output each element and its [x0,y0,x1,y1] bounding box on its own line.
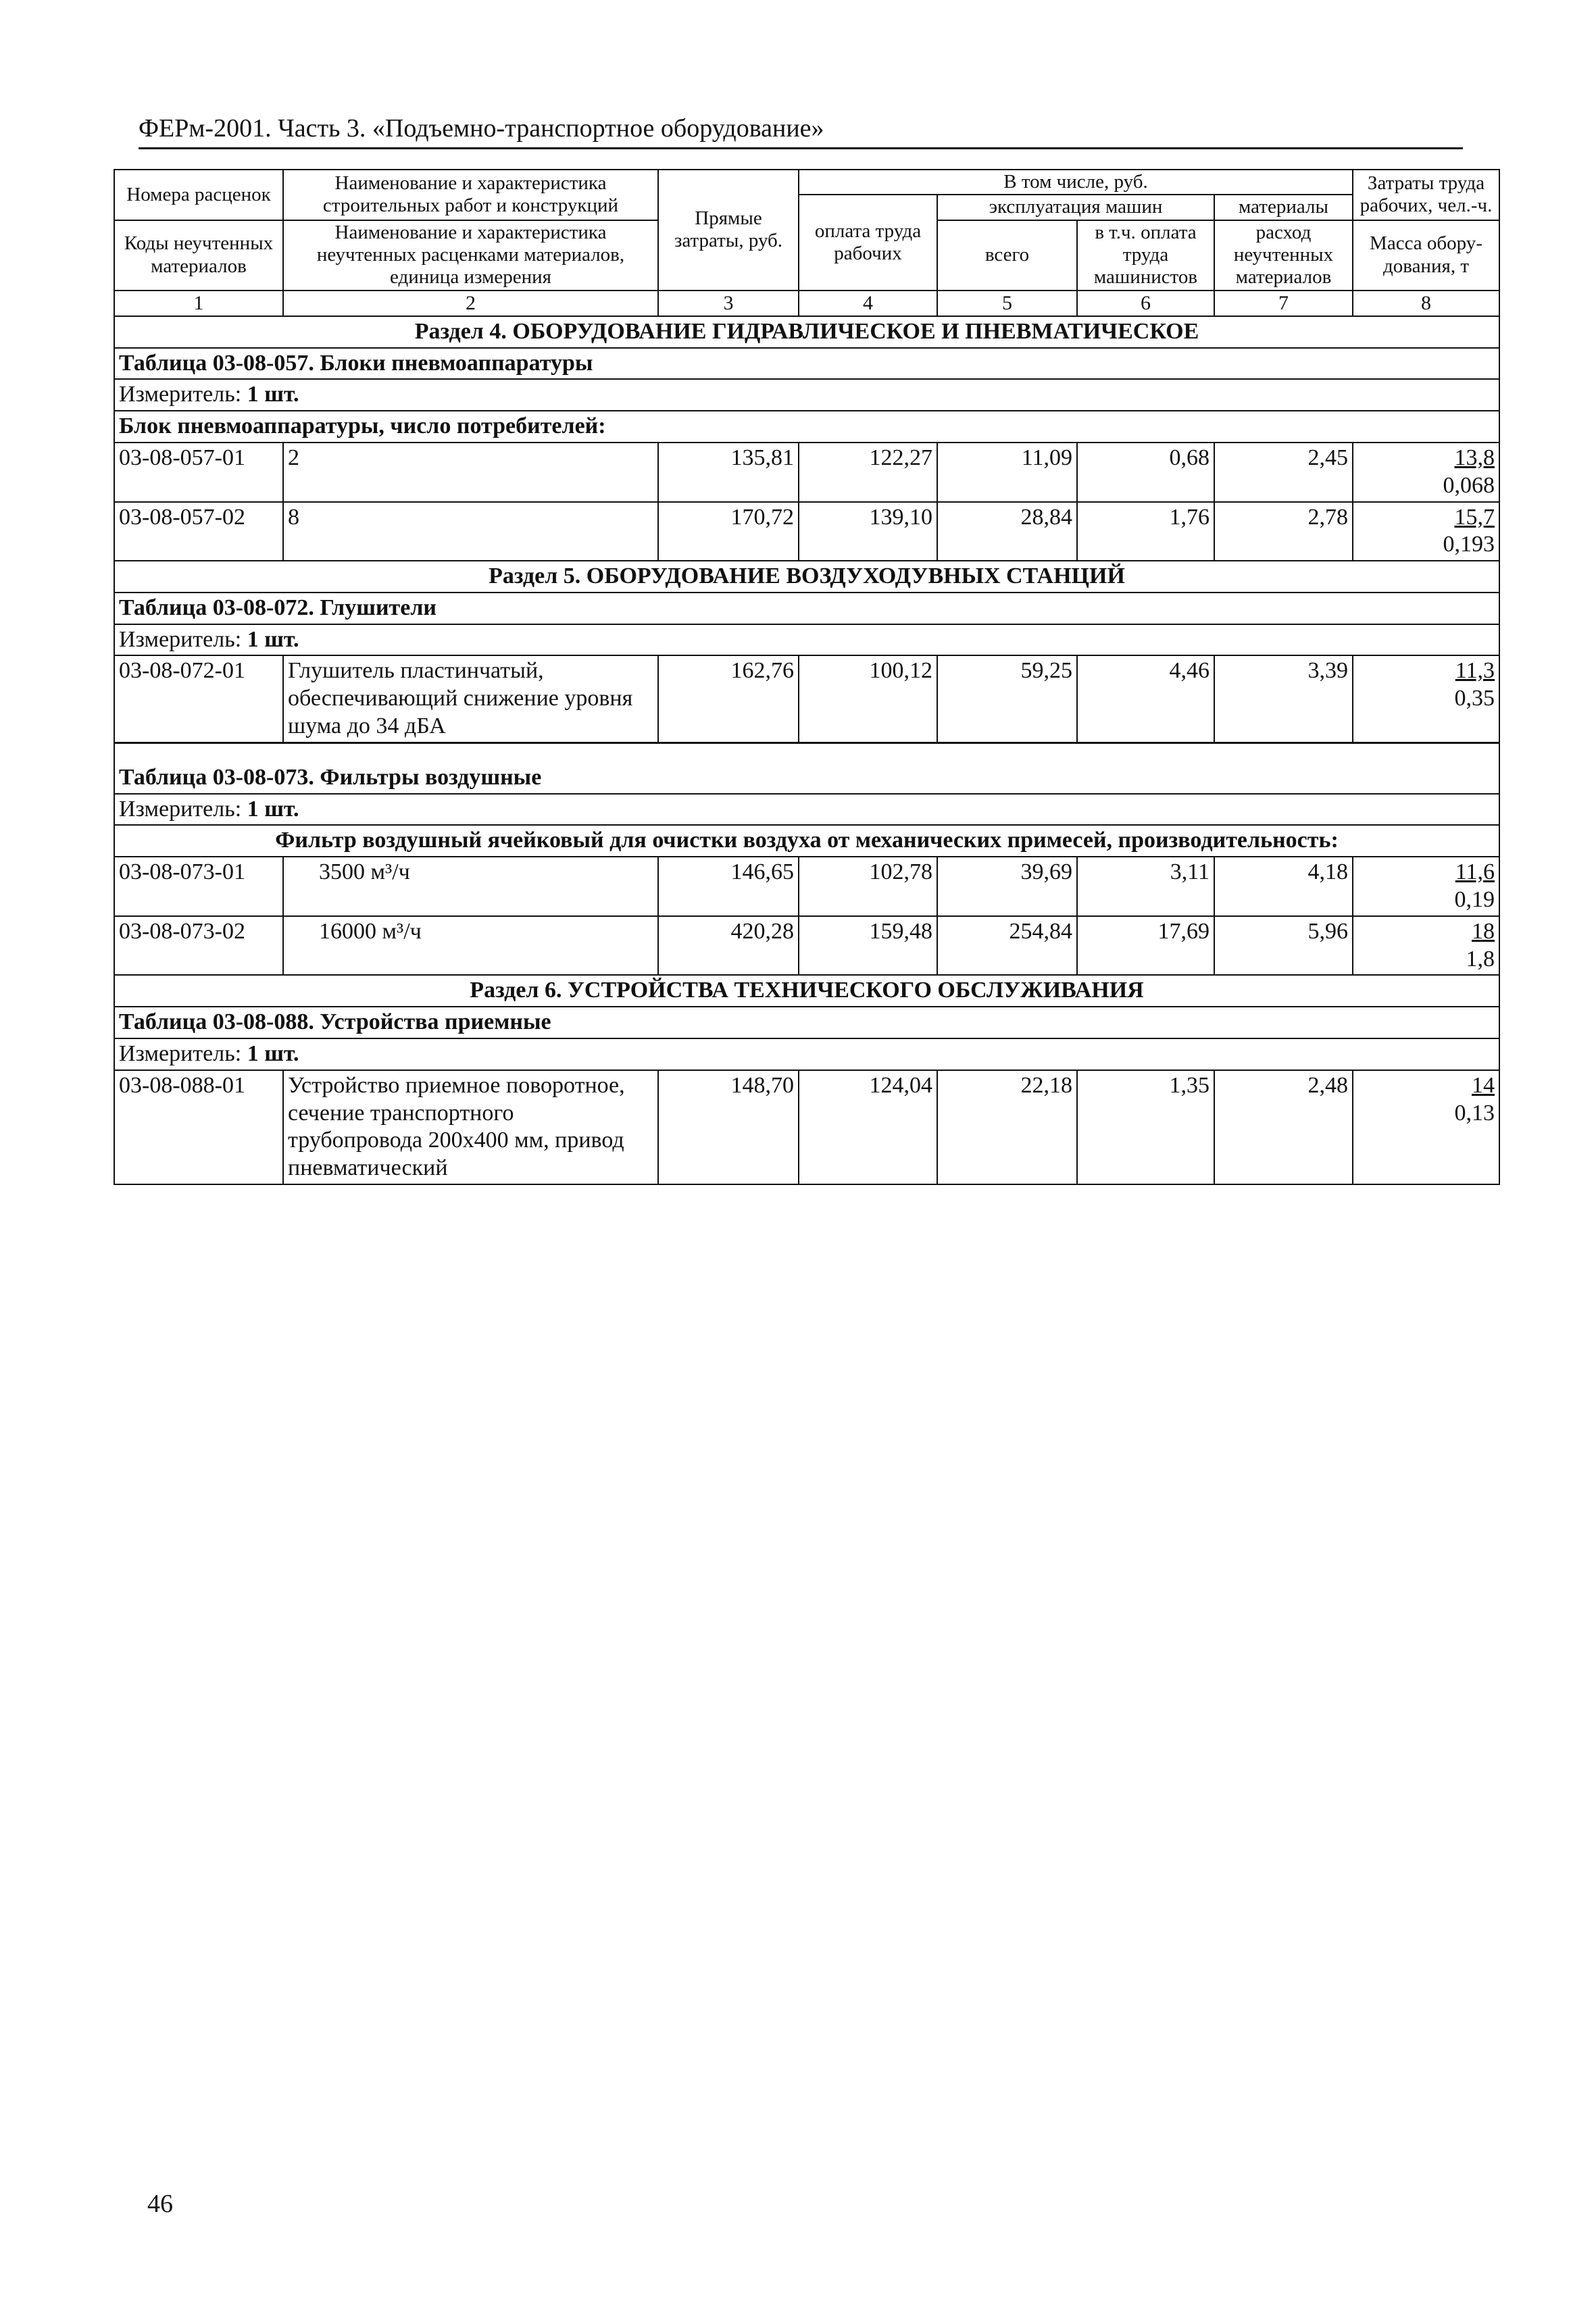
column-number: 1 [114,291,283,316]
labor-costs: 15,7 [1454,504,1495,530]
rate-code: 03-08-073-01 [114,857,283,916]
equipment-mass: 0,35 [1454,686,1495,711]
labor-and-mass [1353,1070,1499,1184]
materials: 2,45 [1214,443,1353,502]
labor-costs: 14 [1472,1072,1495,1098]
measure-unit-row [114,379,1499,411]
col-header-direct-costs: Прямые затраты, руб. [658,170,799,291]
section-title-6: Раздел 6. УСТРОЙСТВА ТЕХНИЧЕСКОГО ОБСЛУЖИВАНИЯ [114,975,1499,1007]
labor-costs: 18 [1472,918,1495,944]
work-name: 3500 м³/ч [283,857,658,916]
measure-label: Измеритель: [119,626,242,652]
table-row [114,502,1499,561]
table-row [114,1070,1499,1184]
measure-value: 1 шт. [247,382,299,407]
labor-costs: 13,8 [1454,445,1495,470]
col-header-materials-group: материалы [1214,195,1353,220]
col-header-materials: расход неучтенных материалов [1214,220,1353,291]
labor-pay: 159,48 [799,916,937,976]
col-header-mass: Масса обору-дования, т [1353,220,1499,291]
materials: 5,96 [1214,916,1353,976]
work-name: 2 [283,443,658,502]
equipment-mass: 0,13 [1454,1100,1495,1126]
operators-pay: 17,69 [1077,916,1214,976]
rate-code: 03-08-072-01 [114,655,283,743]
col-header-material-codes: Коды неучтенных материалов [114,220,283,291]
subheader-row: Блок пневмоаппаратуры, число потребителей: [114,411,1499,443]
measure-label: Измеритель: [119,382,242,407]
labor-and-mass [1353,443,1499,502]
work-name: 16000 м³/ч [283,916,658,976]
direct-costs: 146,65 [658,857,799,916]
measure-label: Измеритель: [119,1041,242,1067]
operators-pay: 0,68 [1077,443,1214,502]
machines-total: 254,84 [937,916,1077,976]
column-number: 7 [1214,291,1353,316]
col-header-labor-pay: оплата труда рабочих [799,195,937,290]
column-number: 2 [283,291,658,316]
equipment-mass: 0,193 [1443,532,1495,557]
labor-and-mass [1353,655,1499,743]
column-number: 3 [658,291,799,316]
direct-costs: 170,72 [658,502,799,561]
subheader-row: Фильтр воздушный ячейковый для очистки воздуха от механических примесей, производительность: [114,825,1499,857]
machines-total: 28,84 [937,502,1077,561]
table-title-03-08-073: Таблица 03-08-073. Фильтры воздушные [114,743,1499,793]
work-name: Устройство приемное поворотное, сечение транспортного трубопровода 200х400 мм, привод пневматический [283,1070,658,1184]
operators-pay: 4,46 [1077,655,1214,743]
labor-costs: 11,6 [1455,859,1495,885]
materials: 4,18 [1214,857,1353,916]
labor-and-mass [1353,916,1499,976]
materials: 2,48 [1214,1070,1353,1184]
rate-code: 03-08-057-02 [114,502,283,561]
table-title-03-08-088: Таблица 03-08-088. Устройства приемные [114,1007,1499,1038]
col-header-machines-total: всего [937,220,1077,291]
labor-pay: 124,04 [799,1070,937,1184]
work-name: 8 [283,502,658,561]
operators-pay: 1,35 [1077,1070,1214,1184]
col-header-work-name: Наименование и характеристика строительных работ и конструкций [283,170,658,220]
column-number: 8 [1353,291,1499,316]
measure-label: Измеритель: [119,796,242,822]
measure-unit-row [114,624,1499,656]
measure-value: 1 шт. [247,626,299,652]
labor-and-mass [1353,857,1499,916]
direct-costs: 420,28 [658,916,799,976]
measure-unit-row [114,1038,1499,1070]
direct-costs: 135,81 [658,443,799,502]
equipment-mass: 0,068 [1443,472,1495,498]
equipment-mass: 0,19 [1454,887,1495,913]
rate-code: 03-08-057-01 [114,443,283,502]
measure-unit-row [114,794,1499,826]
measure-value: 1 шт. [247,796,299,822]
page-number: 46 [147,2190,173,2218]
direct-costs: 148,70 [658,1070,799,1184]
column-number: 4 [799,291,937,316]
col-header-codes: Номера расценок [114,170,283,220]
materials: 3,39 [1214,655,1353,743]
labor-costs: 11,3 [1455,658,1495,684]
col-header-operators-pay: в т.ч. оплата труда машинистов [1077,220,1214,291]
machines-total: 11,09 [937,443,1077,502]
table-row [114,857,1499,916]
operators-pay: 1,76 [1077,502,1214,561]
table-title-03-08-057: Таблица 03-08-057. Блоки пневмоаппаратуры [114,348,1499,380]
direct-costs: 162,76 [658,655,799,743]
table-row [114,916,1499,976]
col-header-material-name: Наименование и характеристика неучтенных расценками материалов, единица измерения [283,220,658,291]
labor-and-mass [1353,502,1499,561]
labor-pay: 100,12 [799,655,937,743]
table-title-03-08-072: Таблица 03-08-072. Глушители [114,593,1499,624]
section-title-4: Раздел 4. ОБОРУДОВАНИЕ ГИДРАВЛИЧЕСКОЕ И ПНЕВМАТИЧЕСКОЕ [114,316,1499,348]
table-row [114,655,1499,743]
labor-pay: 122,27 [799,443,937,502]
header-row-1 [114,170,1499,195]
price-table [114,169,1500,1185]
column-number: 6 [1077,291,1214,316]
equipment-mass: 1,8 [1466,946,1495,972]
work-name: Глушитель пластинчатый, обеспечивающий снижение уровня шума до 34 дБА [283,655,658,743]
page-header: ФЕРм-2001. Часть 3. «Подъемно-транспортное оборудование» [139,114,1463,149]
section-title-5: Раздел 5. ОБОРУДОВАНИЕ ВОЗДУХОДУВНЫХ СТАНЦИЙ [114,561,1499,593]
table-row [114,443,1499,502]
labor-pay: 102,78 [799,857,937,916]
labor-pay: 139,10 [799,502,937,561]
rate-code: 03-08-088-01 [114,1070,283,1184]
machines-total: 22,18 [937,1070,1077,1184]
measure-value: 1 шт. [247,1041,299,1067]
operators-pay: 3,11 [1077,857,1214,916]
machines-total: 59,25 [937,655,1077,743]
machines-total: 39,69 [937,857,1077,916]
column-numbers-row [114,291,1499,316]
rate-code: 03-08-073-02 [114,916,283,976]
materials: 2,78 [1214,502,1353,561]
col-header-including: В том числе, руб. [799,170,1353,195]
col-header-exploitation: эксплуатация машин [937,195,1214,220]
col-header-labor-costs: Затраты труда рабочих, чел.-ч. [1353,170,1499,220]
column-number: 5 [937,291,1077,316]
